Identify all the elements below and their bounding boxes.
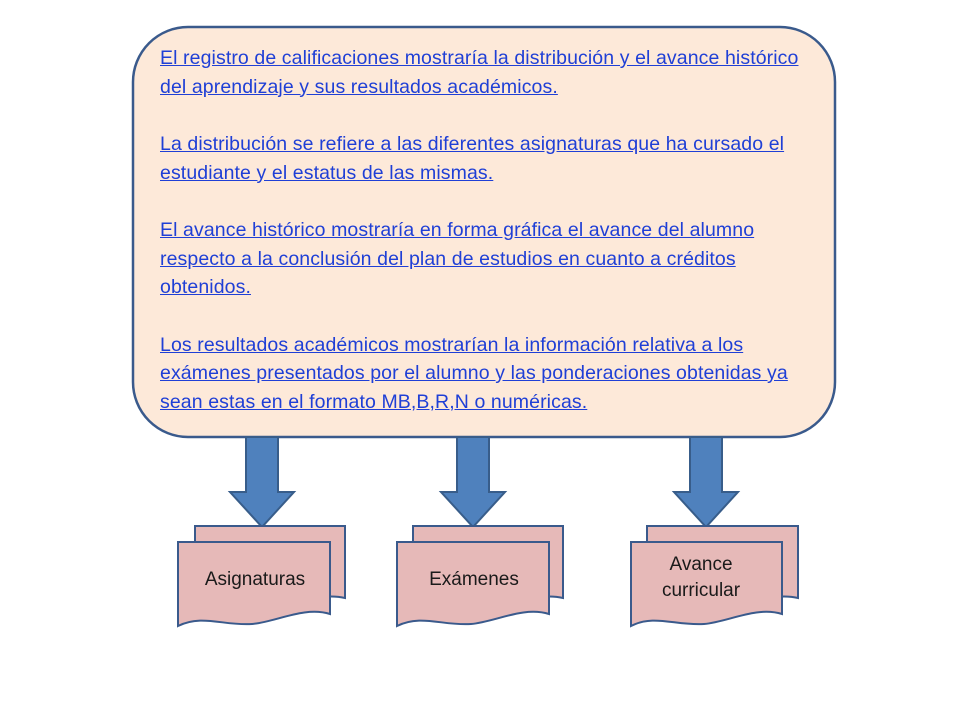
- down-arrow-icon: [230, 437, 294, 527]
- paragraph-link-avance-historico[interactable]: El avance histórico mostraría en forma gráfica el avance del alumno respecto a la conclusión del plan de estudios en cuanto a créditos obtenidos.: [160, 219, 755, 298]
- arrow-to-avance: [674, 437, 738, 527]
- paragraph-link-resultados[interactable]: Los resultados académicos mostrarían la información relativa a los exámenes presentados por el alumno y las ponderaciones obtenidas ya sean estas en el formato MB,B,R,N o numéricas.: [160, 333, 788, 413]
- down-arrow-icon: [441, 437, 505, 527]
- main-box-text: [160, 44, 810, 416]
- paragraph-link-registro[interactable]: El registro de calificaciones mostraría la distribución y el avance histórico del aprendizaje y sus resultados académicos.: [160, 47, 799, 98]
- arrow-to-examenes: [441, 437, 505, 527]
- down-arrow-icon: [674, 437, 738, 527]
- document-label-asignaturas: Asignaturas: [204, 569, 306, 590]
- document-label-avance-curricular: Avance curricular: [661, 554, 741, 601]
- arrow-to-asignaturas: [230, 437, 294, 527]
- paragraph-link-distribucion[interactable]: La distribución se refiere a las diferentes asignaturas que ha cursado el estudiante y el estatus de las mismas.: [160, 133, 785, 184]
- document-label-examenes: Exámenes: [429, 569, 519, 590]
